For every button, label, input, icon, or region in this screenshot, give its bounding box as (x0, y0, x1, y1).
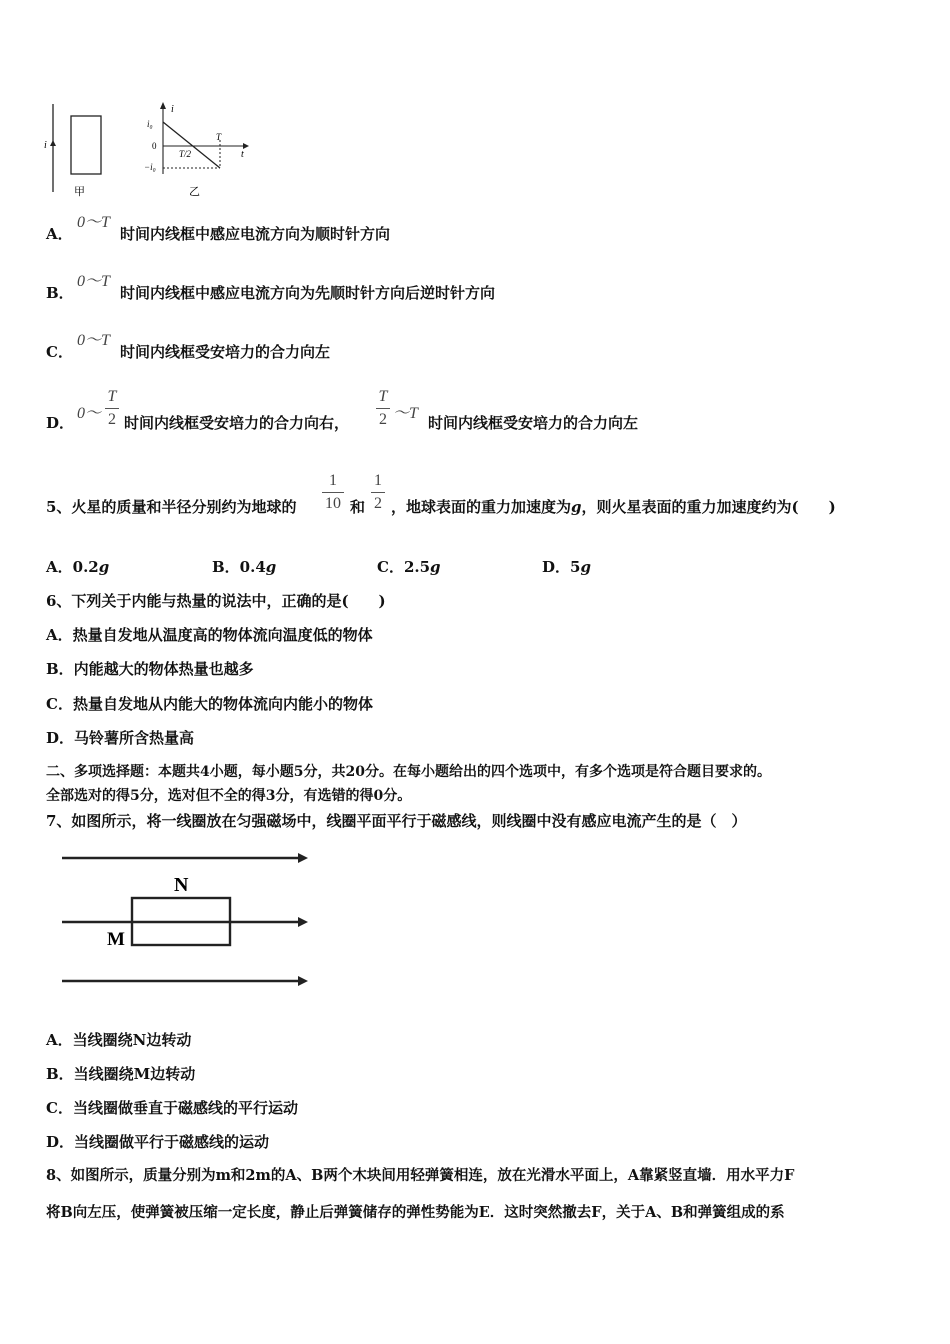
coil-label-m: M (107, 929, 125, 950)
option-text: B．当线圈绕M边转动 (46, 1065, 196, 1083)
option-label: A．0.2 (46, 558, 99, 576)
math-0-tilde: 0～ (77, 405, 102, 422)
q7-option-b[interactable] (46, 1064, 195, 1084)
section2-line2 (46, 786, 411, 806)
q5-text2: ，地球表面的重力加速度为 (391, 498, 572, 516)
section2-text2: 全部选对的得5分，选对但不全的得3分，有选错的得0分。 (46, 788, 412, 804)
coil-label-n: N (174, 874, 189, 896)
frac-num: T (107, 388, 117, 405)
q5-option-d[interactable] (542, 557, 591, 577)
frac-den: 2 (374, 495, 382, 512)
option-text: B．内能越大的物体热量也越多 (46, 660, 254, 678)
q5-mid (350, 497, 365, 517)
q7-stem-text: 7、如图所示，将一线圈放在匀强磁场中，线圈平面平行于磁感线，则线圈中没有感应电流产生的是（ ） (46, 812, 747, 830)
frac-bar (371, 492, 385, 493)
q6-option-a[interactable] (46, 625, 373, 645)
option-text: C．当线圈做垂直于磁感线的平行运动 (46, 1099, 298, 1117)
i0-label: i₀ (147, 119, 153, 129)
option-label: D． (46, 414, 75, 432)
axis-t-label: t (241, 149, 244, 160)
q4-option-b[interactable] (46, 283, 74, 303)
math-0-T: 0～T (77, 273, 110, 290)
q8-stem-line1 (46, 1166, 794, 1186)
fraction-1-over-2 (371, 472, 385, 513)
frac-num: T (378, 388, 388, 405)
q5-and: 和 (350, 498, 366, 516)
option-g: g (98, 558, 110, 576)
fraction-T-over-2 (376, 388, 390, 429)
t-label: T (216, 132, 222, 142)
frac-den: 2 (379, 411, 387, 428)
q4-option-a[interactable] (46, 224, 73, 244)
option-text: 时间内线框受安培力的合力向左 (120, 343, 331, 361)
q5-g: g (571, 498, 582, 516)
option-text: D．马铃薯所含热量高 (46, 729, 195, 747)
math-0-T: 0～T (77, 332, 110, 349)
option-text: 时间内线框中感应电流方向为顺时针方向 (120, 225, 391, 243)
q6-option-c[interactable] (46, 694, 373, 714)
q7-option-d[interactable] (46, 1132, 269, 1152)
frac-bar (322, 492, 344, 493)
q4-option-d[interactable] (46, 413, 74, 433)
option-text: 时间内线框受安培力的合力向右， (124, 414, 350, 432)
math-tilde-T: ～T (393, 405, 418, 422)
option-g: g (580, 558, 591, 576)
q6-option-b[interactable] (46, 659, 254, 679)
option-text: A．当线圈绕N边转动 (46, 1031, 192, 1049)
q5-option-b[interactable] (212, 557, 276, 577)
axis-i-label: i (171, 104, 174, 115)
q4-option-d-text1 (124, 413, 349, 433)
section2-line1 (46, 762, 771, 782)
q7-stem (46, 811, 746, 831)
option-label: A． (46, 225, 73, 243)
q8-stem-line2 (46, 1203, 785, 1223)
q5-text1: 5、火星的质量和半径分别约为地球的 (46, 498, 297, 516)
option-text: 时间内线框中感应电流方向为先顺时针方向后逆时针方向 (120, 284, 496, 302)
q4-option-a-text (120, 224, 390, 244)
option-label: B． (46, 284, 74, 302)
frac-den: 2 (108, 411, 116, 428)
neg-i0-label: −i₀ (144, 162, 156, 172)
q6-stem (46, 591, 386, 611)
option-label: B．0.4 (212, 558, 266, 576)
frac-num: 1 (329, 472, 337, 489)
q4-option-c[interactable] (46, 342, 73, 362)
q5-option-c[interactable] (377, 557, 441, 577)
figure-jia-yi (40, 100, 260, 202)
current-label-i: i (44, 140, 47, 151)
option-label: C．2.5 (377, 558, 431, 576)
q5-text3: ，则火星表面的重力加速度约为( ) (581, 498, 836, 516)
frac-den: 10 (325, 495, 341, 512)
option-label: C． (46, 343, 73, 361)
frac-bar (105, 408, 119, 409)
t-half-label: T/2 (179, 149, 192, 159)
frac-num: 1 (374, 472, 382, 489)
q7-option-a[interactable] (46, 1030, 191, 1050)
fraction-T-over-2 (105, 388, 119, 429)
q6-option-d[interactable] (46, 728, 194, 748)
q7-option-c[interactable] (46, 1098, 298, 1118)
q4-option-b-text (120, 283, 495, 303)
zero-label: 0 (152, 141, 157, 151)
q4-option-d-text2 (428, 413, 638, 433)
math-0-T: 0～T (77, 214, 110, 231)
jia-label: 甲 (74, 185, 85, 198)
section2-text1: 二、多项选择题：本题共4小题，每小题5分，共20分。在每小题给出的四个选项中，有多个选项是符合题目要求的。 (46, 764, 771, 780)
option-text: D．当线圈做平行于磁感线的运动 (46, 1133, 270, 1151)
option-text: C．热量自发地从内能大的物体流向内能小的物体 (46, 695, 373, 713)
figure-coil-in-field (60, 848, 315, 990)
q8-text1: 8、如图所示，质量分别为m和2m的A、B两个木块间用轻弹簧相连，放在光滑水平面上，A靠紧竖直墙．用水平力F (46, 1167, 795, 1184)
frac-bar (376, 408, 390, 409)
q8-text2: 将B向左压，使弹簧被压缩一定长度，静止后弹簧储存的弹性势能为E．这时突然撤去F，关于A、B和弹簧组成的系 (46, 1204, 785, 1221)
option-g: g (265, 558, 277, 576)
q6-stem-text: 6、下列关于内能与热量的说法中，正确的是( ) (46, 592, 386, 610)
q5-option-a[interactable] (46, 557, 109, 577)
yi-label: 乙 (189, 185, 200, 198)
option-label: D．5 (542, 558, 581, 576)
option-text: 时间内线框受安培力的合力向左 (428, 414, 639, 432)
q5-stem-part2 (391, 497, 836, 517)
fraction-1-over-10 (322, 472, 344, 513)
option-g: g (430, 558, 441, 576)
option-text: A．热量自发地从温度高的物体流向温度低的物体 (46, 626, 373, 644)
q5-stem-part1 (46, 497, 296, 517)
q4-option-c-text (120, 342, 330, 362)
